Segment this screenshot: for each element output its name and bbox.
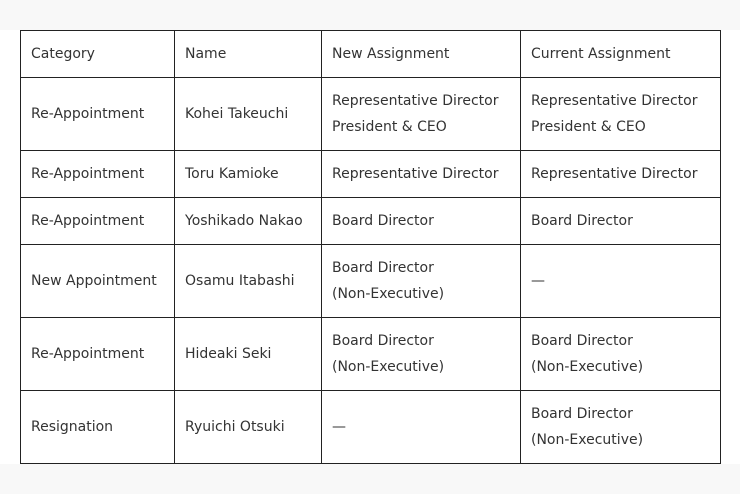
header-category: Category <box>21 31 175 78</box>
cell-category: Re-Appointment <box>21 318 175 391</box>
table-row <box>21 198 721 245</box>
table-header-row <box>21 31 721 78</box>
table-row <box>21 151 721 198</box>
cell-current-assignment: Board Director (Non-Executive) <box>521 391 721 464</box>
header-name: Name <box>175 31 322 78</box>
table-row <box>21 245 721 318</box>
cell-category: Re-Appointment <box>21 78 175 151</box>
header-new-assignment: New Assignment <box>322 31 521 78</box>
cell-new-assignment: Board Director (Non-Executive) <box>322 245 521 318</box>
header-current-assignment: Current Assignment <box>521 31 721 78</box>
cell-new-assignment: Representative Director President & CEO <box>322 78 521 151</box>
cell-new-assignment: — <box>322 391 521 464</box>
cell-name: Yoshikado Nakao <box>175 198 322 245</box>
cell-name: Ryuichi Otsuki <box>175 391 322 464</box>
cell-current-assignment: — <box>521 245 721 318</box>
cell-name: Kohei Takeuchi <box>175 78 322 151</box>
cell-category: Re-Appointment <box>21 151 175 198</box>
cell-name: Osamu Itabashi <box>175 245 322 318</box>
cell-new-assignment: Board Director (Non-Executive) <box>322 318 521 391</box>
cell-category: Re-Appointment <box>21 198 175 245</box>
cell-current-assignment: Representative Director <box>521 151 721 198</box>
cell-current-assignment: Board Director <box>521 198 721 245</box>
top-margin-band <box>0 0 740 30</box>
cell-current-assignment: Representative Director President & CEO <box>521 78 721 151</box>
cell-category: Resignation <box>21 391 175 464</box>
cell-new-assignment: Representative Director <box>322 151 521 198</box>
cell-name: Toru Kamioke <box>175 151 322 198</box>
table-row <box>21 391 721 464</box>
cell-category: New Appointment <box>21 245 175 318</box>
cell-new-assignment: Board Director <box>322 198 521 245</box>
bottom-margin-band <box>0 464 740 494</box>
cell-name: Hideaki Seki <box>175 318 322 391</box>
table-row <box>21 318 721 391</box>
assignment-table <box>20 30 721 464</box>
table-row <box>21 78 721 151</box>
cell-current-assignment: Board Director (Non-Executive) <box>521 318 721 391</box>
